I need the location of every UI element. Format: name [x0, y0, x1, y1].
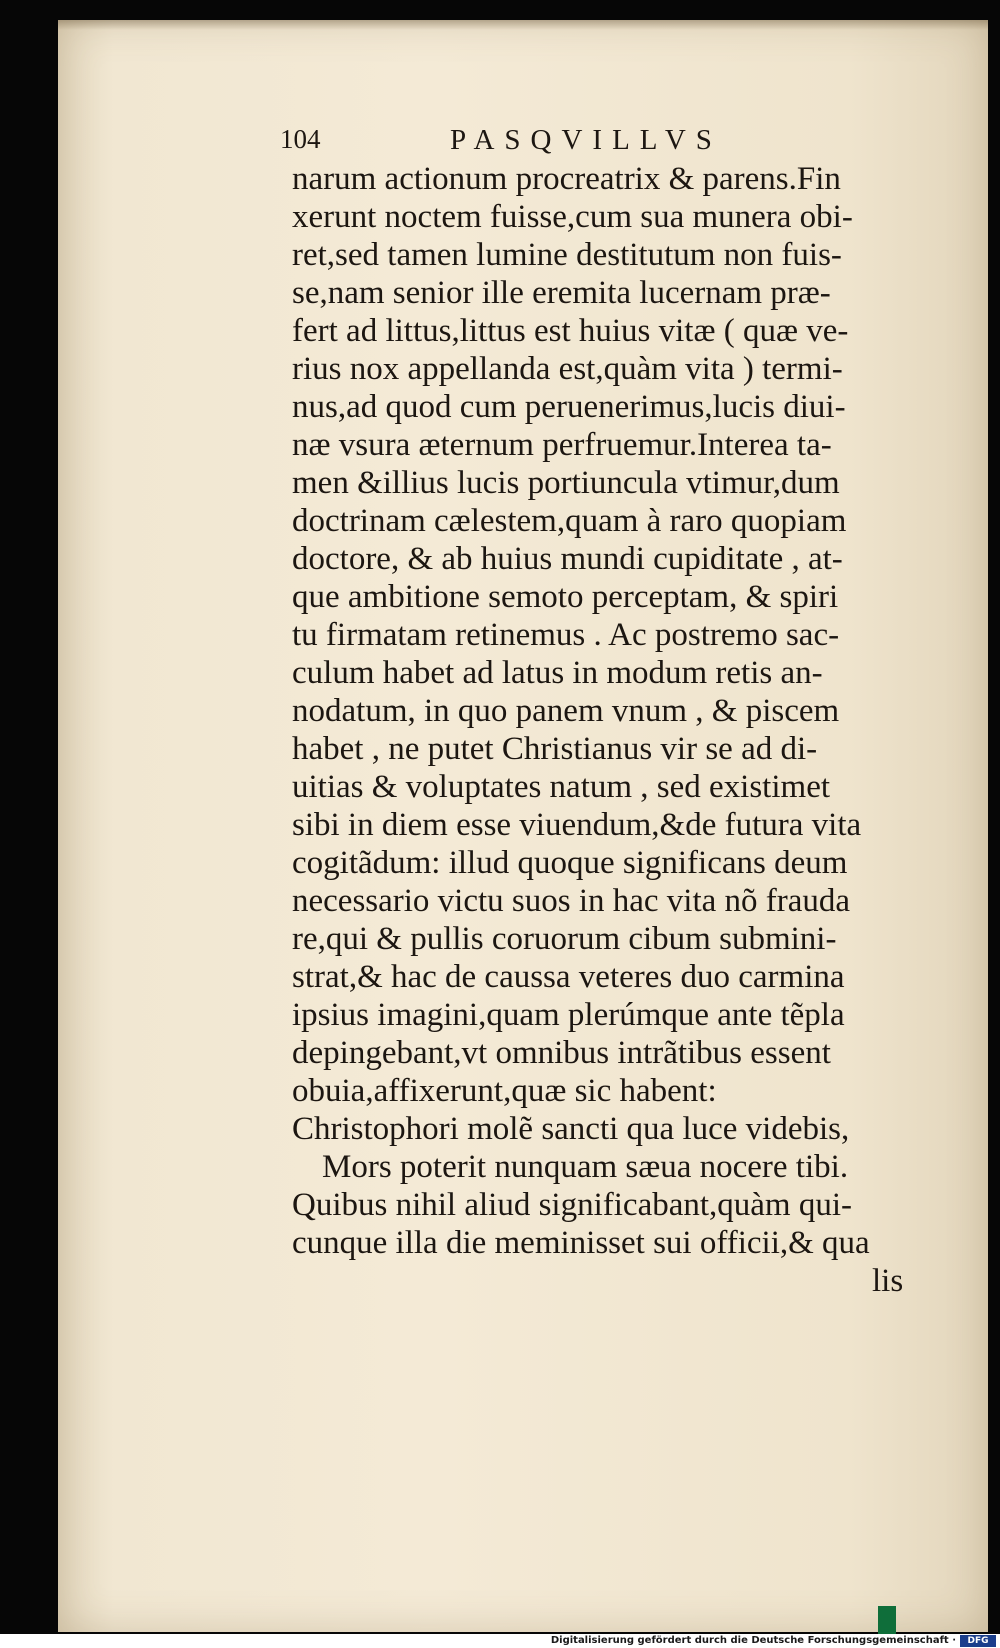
text-line: rius nox appellanda est,quàm vita ) termi-	[292, 351, 843, 387]
text-line: que ambitione semoto perceptam, & spiri	[292, 579, 839, 615]
text-line: ipsius imagini,quam plerúmque ante tẽpla	[292, 997, 845, 1033]
catchword: lis	[872, 1263, 904, 1299]
text-line: tu firmatam retinemus . Ac postremo sac-	[292, 617, 840, 653]
text-line: obuia,affixerunt,quæ sic habent:	[292, 1073, 717, 1109]
text-line: depingebant,vt omnibus intrãtibus essent	[292, 1035, 831, 1071]
text-line: culum habet ad latus in modum retis an-	[292, 655, 823, 691]
text-line: doctore, & ab huius mundi cupiditate , at-	[292, 541, 843, 577]
bookmark-ribbon	[878, 1606, 896, 1634]
verse-line: Mors poterit nunquam sæua nocere tibi.	[322, 1149, 849, 1185]
text-line: cunque illa die meminisset sui officii,& qua	[292, 1225, 870, 1261]
text-line: næ vsura æternum perfruemur.Interea ta-	[292, 427, 832, 463]
text-line: necessario victu suos in hac vita nõ frauda	[292, 883, 851, 919]
text-line: fert ad littus,littus est huius vitæ ( quæ ve-	[292, 313, 849, 349]
text-line: strat,& hac de caussa veteres duo carmina	[292, 959, 845, 995]
text-line: men &illius lucis portiuncula vtimur,dum	[292, 465, 840, 501]
text-line: sibi in diem esse viuendum,&de futura vita	[292, 807, 862, 843]
text-line: re,qui & pullis coruorum cibum submini-	[292, 921, 837, 957]
text-line: uitias & voluptates natum , sed existimet	[292, 769, 831, 805]
text-line: nodatum, in quo panem vnum , & piscem	[292, 693, 840, 729]
text-line: cogitãdum: illud quoque significans deum	[292, 845, 848, 881]
text-line: ret,sed tamen lumine destitutum non fuis-	[292, 237, 842, 273]
verse-line: Christophori molẽ sancti qua luce videbis,	[292, 1111, 850, 1147]
text-line: se,nam senior ille eremita lucernam præ-	[292, 275, 831, 311]
text-line: nus,ad quod cum peruenerimus,lucis diui-	[292, 389, 846, 425]
page-header	[280, 124, 980, 164]
funding-credit: Digitalisierung gefördert durch die Deutsche Forschungsgemeinschaft ·	[550, 1635, 956, 1646]
text-line: Quibus nihil aliud significabant,quàm qui-	[292, 1187, 853, 1223]
text-line: narum actionum procreatrix & parens.Fin	[292, 161, 841, 197]
page-shadow	[58, 20, 988, 30]
running-head: PASQVILLVS	[450, 124, 722, 156]
text-line: xerunt noctem fuisse,cum sua munera obi-	[292, 199, 853, 235]
body-text	[292, 160, 992, 1300]
dfg-logo: DFG	[960, 1635, 996, 1647]
text-line: doctrinam cælestem,quam à raro quopiam	[292, 503, 847, 539]
page-number: 104	[280, 124, 321, 154]
text-line: habet , ne putet Christianus vir se ad di-	[292, 731, 818, 767]
